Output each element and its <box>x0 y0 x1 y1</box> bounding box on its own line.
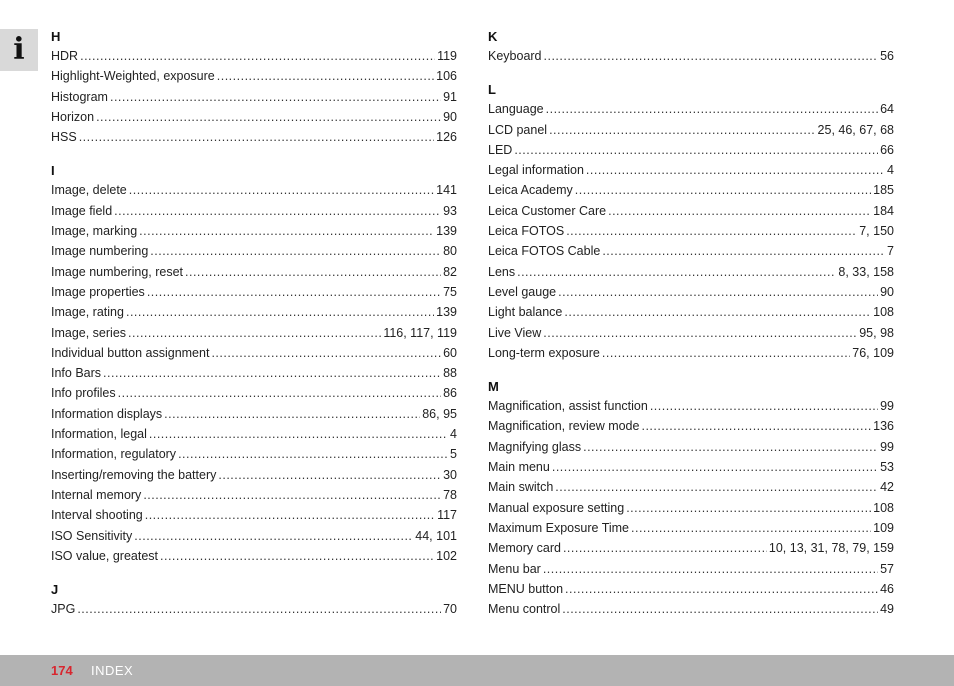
dot-leader <box>514 140 878 160</box>
index-entry <box>488 579 894 599</box>
index-section-letter: M <box>488 379 499 395</box>
dot-leader <box>139 221 434 241</box>
dot-leader <box>145 505 435 525</box>
index-term: Memory card <box>488 541 561 556</box>
index-entry <box>51 505 457 525</box>
index-term: Magnification, review mode <box>488 419 640 434</box>
index-term: Inserting/removing the battery <box>51 467 217 482</box>
index-entry <box>51 363 457 383</box>
index-entry <box>488 140 894 160</box>
index-term: Live View <box>488 325 542 340</box>
dot-leader <box>555 477 878 497</box>
dot-leader <box>562 599 878 619</box>
index-entry <box>51 262 457 282</box>
index-term: Info profiles <box>51 386 116 401</box>
index-term: Main menu <box>488 460 550 475</box>
index-term: Information, legal <box>51 427 147 442</box>
dot-leader <box>126 302 434 322</box>
index-entry <box>488 457 894 477</box>
dot-leader <box>211 343 441 363</box>
index-entry <box>488 201 894 221</box>
index-entry <box>51 241 457 261</box>
index-entry <box>488 323 894 343</box>
index-pages: 42 <box>880 480 894 495</box>
dot-leader <box>164 404 420 424</box>
index-term: Long-term exposure <box>488 345 600 360</box>
index-term: Manual exposure setting <box>488 500 625 515</box>
index-term: HDR <box>51 49 79 63</box>
dot-leader <box>218 465 441 485</box>
index-pages: 49 <box>880 602 894 617</box>
dot-leader <box>546 99 878 119</box>
index-entry <box>488 302 894 322</box>
index-pages: 90 <box>880 284 894 299</box>
index-pages: 86, 95 <box>422 406 457 421</box>
dot-leader <box>150 241 441 261</box>
dot-leader <box>544 46 879 66</box>
index-term: Image, delete <box>51 183 127 198</box>
dot-leader <box>110 87 441 107</box>
index-entry <box>488 396 894 416</box>
index-entry <box>51 424 457 444</box>
info-i-icon: i <box>13 32 25 67</box>
index-pages: 70 <box>443 602 457 617</box>
index-term: HSS <box>51 130 77 145</box>
index-term: Magnification, assist function <box>488 399 648 414</box>
index-pages: 66 <box>880 142 894 157</box>
index-term: Interval shooting <box>51 508 143 523</box>
dot-leader <box>563 538 767 558</box>
index-pages: 102 <box>436 548 457 563</box>
index-term: Internal memory <box>51 487 142 502</box>
index-term: Legal information <box>488 163 584 178</box>
index-term: Leica FOTOS Cable <box>488 244 601 259</box>
index-term: Image, series <box>51 325 127 340</box>
index-term: Leica Customer Care <box>488 203 607 218</box>
dot-leader <box>178 444 448 464</box>
index-term: Leica Academy <box>488 183 573 198</box>
dot-leader <box>543 323 857 343</box>
index-section-letter: L <box>488 82 496 98</box>
footer-section-title: INDEX <box>91 663 134 678</box>
section-gap <box>488 66 894 83</box>
index-pages: 86 <box>443 386 457 401</box>
index-pages: 184 <box>873 203 894 218</box>
index-pages: 60 <box>443 345 457 360</box>
index-pages: 95, 98 <box>859 325 894 340</box>
dot-leader <box>583 437 878 457</box>
index-entry <box>488 416 894 436</box>
dot-leader <box>128 323 381 343</box>
index-pages: 139 <box>436 305 457 320</box>
page-number: 174 <box>51 663 73 678</box>
index-entry <box>51 282 457 302</box>
index-pages: 78 <box>443 487 457 502</box>
dot-leader <box>586 160 885 180</box>
index-entry <box>488 599 894 619</box>
index-entry <box>51 485 457 505</box>
index-pages: 56 <box>880 49 894 63</box>
dot-leader <box>626 498 871 518</box>
section-gap <box>51 566 457 583</box>
index-entry <box>488 160 894 180</box>
dot-leader <box>517 262 836 282</box>
index-section-letter: I <box>51 163 55 179</box>
index-entry <box>51 46 457 66</box>
index-pages: 90 <box>443 109 457 124</box>
index-entry <box>488 559 894 579</box>
dot-leader <box>650 396 878 416</box>
index-pages: 185 <box>873 183 894 198</box>
dot-leader <box>134 526 413 546</box>
index-term: Maximum Exposure Time <box>488 520 630 535</box>
index-term: Image field <box>51 203 113 218</box>
index-term: Language <box>488 102 544 117</box>
index-pages: 99 <box>880 399 894 414</box>
dot-leader <box>129 180 434 200</box>
index-term: Lens <box>488 264 516 279</box>
dot-leader <box>103 363 441 383</box>
index-entry <box>488 538 894 558</box>
index-pages: 46 <box>880 581 894 596</box>
index-entry <box>51 201 457 221</box>
index-entry <box>488 282 894 302</box>
index-column-left <box>51 30 457 619</box>
index-term: JPG <box>51 602 76 617</box>
index-pages: 91 <box>443 89 457 104</box>
dot-leader <box>217 66 434 86</box>
index-entry <box>488 46 894 66</box>
index-entry <box>51 404 457 424</box>
index-pages: 116, 117, 119 <box>383 325 457 340</box>
index-entry <box>51 66 457 86</box>
index-pages: 141 <box>436 183 457 198</box>
index-entry <box>488 498 894 518</box>
index-pages: 76, 109 <box>852 345 894 360</box>
index-term: Info Bars <box>51 366 102 381</box>
dot-leader <box>96 107 441 127</box>
index-pages: 64 <box>880 102 894 117</box>
dot-leader <box>564 302 871 322</box>
index-pages: 117 <box>437 508 457 523</box>
index-entry <box>488 437 894 457</box>
dot-leader <box>558 282 878 302</box>
dot-leader <box>143 485 441 505</box>
index-pages: 99 <box>880 439 894 454</box>
index-term: Light balance <box>488 305 563 320</box>
index-entry <box>51 546 457 566</box>
index-pages: 88 <box>443 366 457 381</box>
dot-leader <box>77 599 441 619</box>
dot-leader <box>602 343 850 363</box>
dot-leader <box>147 282 441 302</box>
index-entry <box>51 302 457 322</box>
index-entry <box>51 465 457 485</box>
index-pages: 119 <box>437 49 457 63</box>
index-entry <box>51 180 457 200</box>
index-term: Magnifying glass <box>488 439 582 454</box>
dot-leader <box>575 180 871 200</box>
index-term: Information displays <box>51 406 163 421</box>
index-term: Menu control <box>488 602 561 617</box>
index-pages: 8, 33, 158 <box>838 264 894 279</box>
dot-leader <box>114 201 441 221</box>
index-term: Image numbering <box>51 244 149 259</box>
index-term: Level gauge <box>488 284 557 299</box>
index-entry <box>51 323 457 343</box>
index-pages: 108 <box>873 500 894 515</box>
index-term: Histogram <box>51 89 108 104</box>
dot-leader <box>565 579 878 599</box>
index-entry <box>51 127 457 147</box>
index-pages: 75 <box>443 284 457 299</box>
index-pages: 4 <box>887 163 894 178</box>
index-entry <box>51 343 457 363</box>
index-pages: 7, 150 <box>859 224 894 239</box>
index-term: LED <box>488 142 513 157</box>
index-term: Image, rating <box>51 305 124 320</box>
index-pages: 44, 101 <box>415 528 457 543</box>
index-entry <box>51 221 457 241</box>
page-footer <box>0 655 954 686</box>
index-term: Leica FOTOS <box>488 224 565 239</box>
dot-leader <box>118 383 441 403</box>
index-pages: 4 <box>450 427 457 442</box>
index-entry <box>51 599 457 619</box>
index-term: LCD panel <box>488 122 548 137</box>
index-term: Information, regulatory <box>51 447 177 462</box>
index-entry <box>488 518 894 538</box>
dot-leader <box>185 262 441 282</box>
index-section-letter: K <box>488 29 498 44</box>
dot-leader <box>608 201 871 221</box>
index-entry <box>51 87 457 107</box>
index-term: Keyboard <box>488 49 542 63</box>
index-entry <box>51 526 457 546</box>
index-entry <box>488 221 894 241</box>
index-pages: 126 <box>436 130 457 145</box>
index-term: MENU button <box>488 581 564 596</box>
index-column-right <box>488 30 894 619</box>
index-entry <box>488 180 894 200</box>
index-section-letter: J <box>51 582 59 598</box>
index-term: Image numbering, reset <box>51 264 184 279</box>
index-entry <box>488 262 894 282</box>
index-pages: 7 <box>887 244 894 259</box>
dot-leader <box>80 46 435 66</box>
index-pages: 30 <box>443 467 457 482</box>
index-term: Horizon <box>51 109 95 124</box>
index-entry <box>488 241 894 261</box>
dot-leader <box>566 221 857 241</box>
info-tab <box>0 29 38 71</box>
index-pages: 10, 13, 31, 78, 79, 159 <box>768 541 894 556</box>
index-entry <box>488 120 894 140</box>
index-term: Menu bar <box>488 561 541 576</box>
index-term: Image, marking <box>51 224 138 239</box>
index-pages: 53 <box>880 460 894 475</box>
section-gap <box>488 363 894 380</box>
index-pages: 109 <box>873 520 894 535</box>
index-entry <box>488 343 894 363</box>
index-pages: 139 <box>436 224 457 239</box>
dot-leader <box>160 546 434 566</box>
index-term: ISO Sensitivity <box>51 528 133 543</box>
dot-leader <box>79 127 434 147</box>
index-entry <box>488 99 894 119</box>
dot-leader <box>631 518 871 538</box>
dot-leader <box>641 416 871 436</box>
index-section-letter: H <box>51 29 61 44</box>
index-entry <box>51 444 457 464</box>
index-pages: 25, 46, 67, 68 <box>817 122 894 137</box>
dot-leader <box>543 559 878 579</box>
index-pages: 80 <box>443 244 457 259</box>
index-entry <box>488 477 894 497</box>
index-term: Main switch <box>488 480 554 495</box>
index-term: Individual button assignment <box>51 345 210 360</box>
dot-leader <box>549 120 815 140</box>
section-gap <box>51 147 457 164</box>
index-pages: 108 <box>873 305 894 320</box>
dot-leader <box>602 241 885 261</box>
index-entry <box>51 383 457 403</box>
dot-leader <box>552 457 878 477</box>
index-pages: 57 <box>880 561 894 576</box>
index-pages: 106 <box>436 69 457 84</box>
index-pages: 5 <box>450 447 457 462</box>
index-term: ISO value, greatest <box>51 548 159 563</box>
index-term: Highlight-Weighted, exposure <box>51 69 215 84</box>
index-entry <box>51 107 457 127</box>
index-pages: 93 <box>443 203 457 218</box>
index-pages: 136 <box>873 419 894 434</box>
dot-leader <box>149 424 448 444</box>
index-term: Image properties <box>51 284 145 299</box>
index-pages: 82 <box>443 264 457 279</box>
